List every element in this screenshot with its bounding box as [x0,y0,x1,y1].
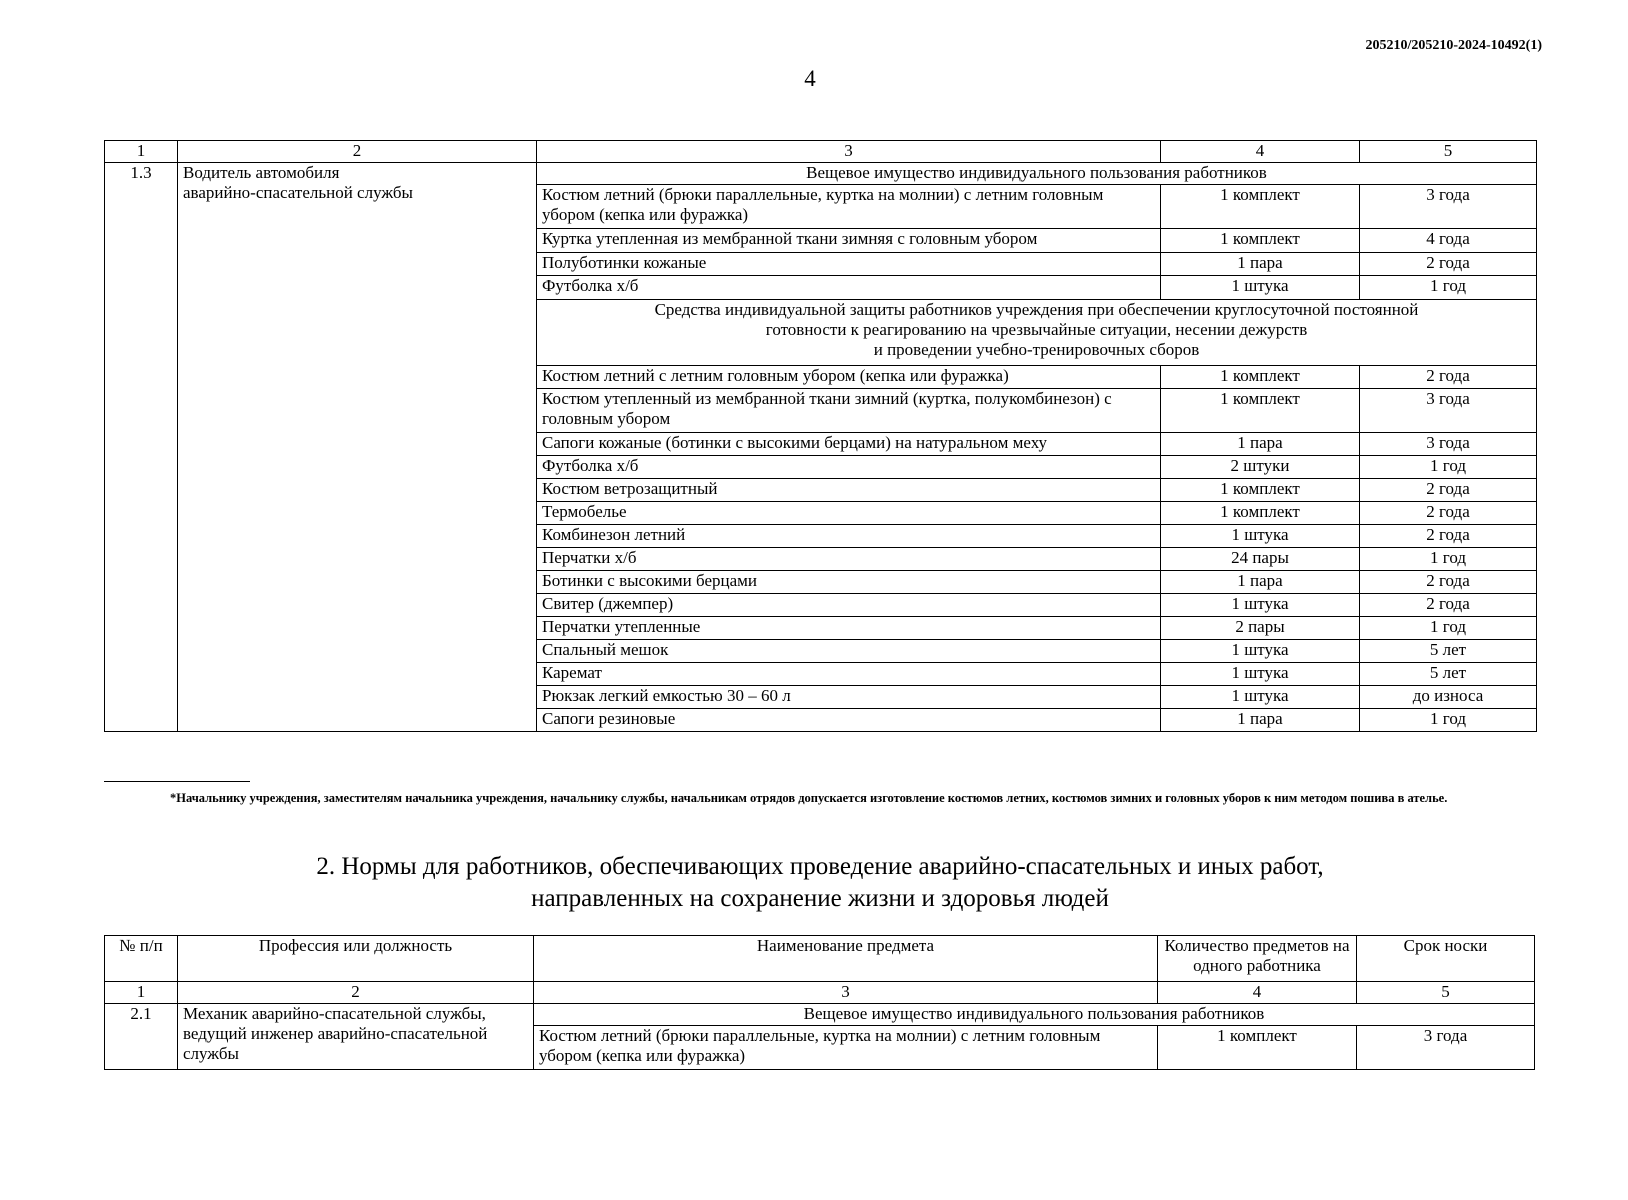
item-term: 3 года [1360,185,1537,229]
header-item-name: Наименование предмета [534,936,1158,982]
header-position: Профессия или должность [178,936,534,982]
item-term: 3 года [1360,389,1537,433]
item-term: 3 года [1357,1026,1535,1070]
column-number: 2 [178,141,537,163]
position-line: аварийно-спасательной службы [183,183,413,202]
row-number: 1.3 [105,163,178,732]
item-quantity: 1 комплект [1161,479,1360,502]
column-number: 4 [1158,982,1357,1004]
item-quantity: 2 пары [1161,617,1360,640]
position-name: Механик аварийно-спасательной службы, ведущий инженер аварийно-спасательной службы [178,1004,534,1070]
item-quantity: 1 штука [1161,663,1360,686]
item-quantity: 1 комплект [1161,502,1360,525]
item-name: Костюм ветрозащитный [537,479,1161,502]
header-quantity: Количество предметов на одного работника [1158,936,1357,982]
section-a-header-row [105,163,1537,185]
item-term: до износа [1360,686,1537,709]
item-term: 3 года [1360,433,1537,456]
item-name: Куртка утепленная из мембранной ткани зимняя с головным убором [537,229,1161,253]
section-a-header-row [105,1004,1535,1026]
norms-table-section-2 [104,935,1535,1070]
item-name: Костюм летний (брюки параллельные, куртка на молнии) с летним головным убором (кепка или фуражка) [534,1026,1158,1070]
column-number: 2 [178,982,534,1004]
header-number: № п/п [105,936,178,982]
item-quantity: 1 пара [1161,433,1360,456]
section-title-line: и проведении учебно-тренировочных сборов [873,340,1200,359]
item-term: 5 лет [1360,640,1537,663]
item-name: Рюкзак легкий емкостью 30 – 60 л [537,686,1161,709]
item-quantity: 1 штука [1161,640,1360,663]
item-quantity: 1 штука [1161,686,1360,709]
item-name: Сапоги кожаные (ботинки с высокими берцами) на натуральном меху [537,433,1161,456]
item-name: Костюм летний (брюки параллельные, куртка на молнии) с летним головным убором (кепка или фуражка) [537,185,1161,229]
section-title-line: готовности к реагированию на чрезвычайные ситуации, несении дежурств [765,320,1308,339]
item-name: Костюм летний с летним головным убором (кепка или фуражка) [537,366,1161,389]
item-term: 2 года [1360,479,1537,502]
item-term: 2 года [1360,253,1537,276]
section-2-title [104,851,1536,915]
column-number-row [105,982,1535,1004]
item-quantity: 24 пары [1161,548,1360,571]
item-name: Полуботинки кожаные [537,253,1161,276]
item-term: 1 год [1360,548,1537,571]
item-term: 1 год [1360,709,1537,732]
footnote: *Начальнику учреждения, заместителям начальника учреждения, начальнику службы, начальникам отрядов допускается изготовление костюмов летних, костюмов зимних и головных уборов к ним методом пошива в ателье. [170,791,1448,805]
item-term: 2 года [1360,502,1537,525]
header-term: Срок носки [1357,936,1535,982]
item-quantity: 1 пара [1161,253,1360,276]
item-name: Комбинезон летний [537,525,1161,548]
position-line: Водитель автомобиля [183,163,340,182]
item-name: Перчатки утепленные [537,617,1161,640]
column-number: 3 [537,141,1161,163]
item-quantity: 1 комплект [1161,229,1360,253]
item-name: Футболка х/б [537,456,1161,479]
item-quantity: 1 комплект [1161,389,1360,433]
item-term: 2 года [1360,571,1537,594]
column-number: 5 [1357,982,1535,1004]
column-number: 3 [534,982,1158,1004]
position-name [178,163,537,732]
item-name: Свитер (джемпер) [537,594,1161,617]
item-quantity: 1 комплект [1158,1026,1357,1070]
column-number-row [105,141,1537,163]
section-title-line: Средства индивидуальной защиты работников учреждения при обеспечении круглосуточной постоянной [654,300,1419,319]
item-quantity: 1 штука [1161,594,1360,617]
section-title: Вещевое имущество индивидуального пользования работников [534,1004,1535,1026]
item-term: 1 год [1360,617,1537,640]
item-name: Костюм утепленный из мембранной ткани зимний (куртка, полукомбинезон) с головным убором [537,389,1161,433]
item-name: Перчатки х/б [537,548,1161,571]
item-term: 4 года [1360,229,1537,253]
item-name: Спальный мешок [537,640,1161,663]
column-number: 1 [105,141,178,163]
item-quantity: 1 комплект [1161,185,1360,229]
section-title: Вещевое имущество индивидуального пользования работников [537,163,1537,185]
document-number: 205210/205210-2024-10492(1) [1365,38,1542,53]
page-number: 4 [804,66,816,91]
item-name: Сапоги резиновые [537,709,1161,732]
item-quantity: 1 комплект [1161,366,1360,389]
item-term: 1 год [1360,456,1537,479]
column-number: 4 [1161,141,1360,163]
item-name: Ботинки с высокими берцами [537,571,1161,594]
footnote-separator [104,781,250,782]
item-quantity: 2 штуки [1161,456,1360,479]
item-term: 5 лет [1360,663,1537,686]
item-term: 2 года [1360,594,1537,617]
section-2-title-line1: 2. Нормы для работников, обеспечивающих проведение аварийно-спасательных и иных работ, [316,853,1324,880]
norms-table-continuation [104,140,1537,732]
item-quantity: 1 штука [1161,525,1360,548]
item-quantity: 1 штука [1161,276,1360,300]
item-name: Термобелье [537,502,1161,525]
item-term: 2 года [1360,366,1537,389]
row-number: 2.1 [105,1004,178,1070]
section-title [537,300,1537,366]
column-number: 1 [105,982,178,1004]
section-2-title-line2: направленных на сохранение жизни и здоровья людей [531,885,1109,912]
item-term: 1 год [1360,276,1537,300]
item-quantity: 1 пара [1161,709,1360,732]
column-number: 5 [1360,141,1537,163]
header-row [105,936,1535,982]
item-term: 2 года [1360,525,1537,548]
item-quantity: 1 пара [1161,571,1360,594]
item-name: Футболка х/б [537,276,1161,300]
item-name: Каремат [537,663,1161,686]
